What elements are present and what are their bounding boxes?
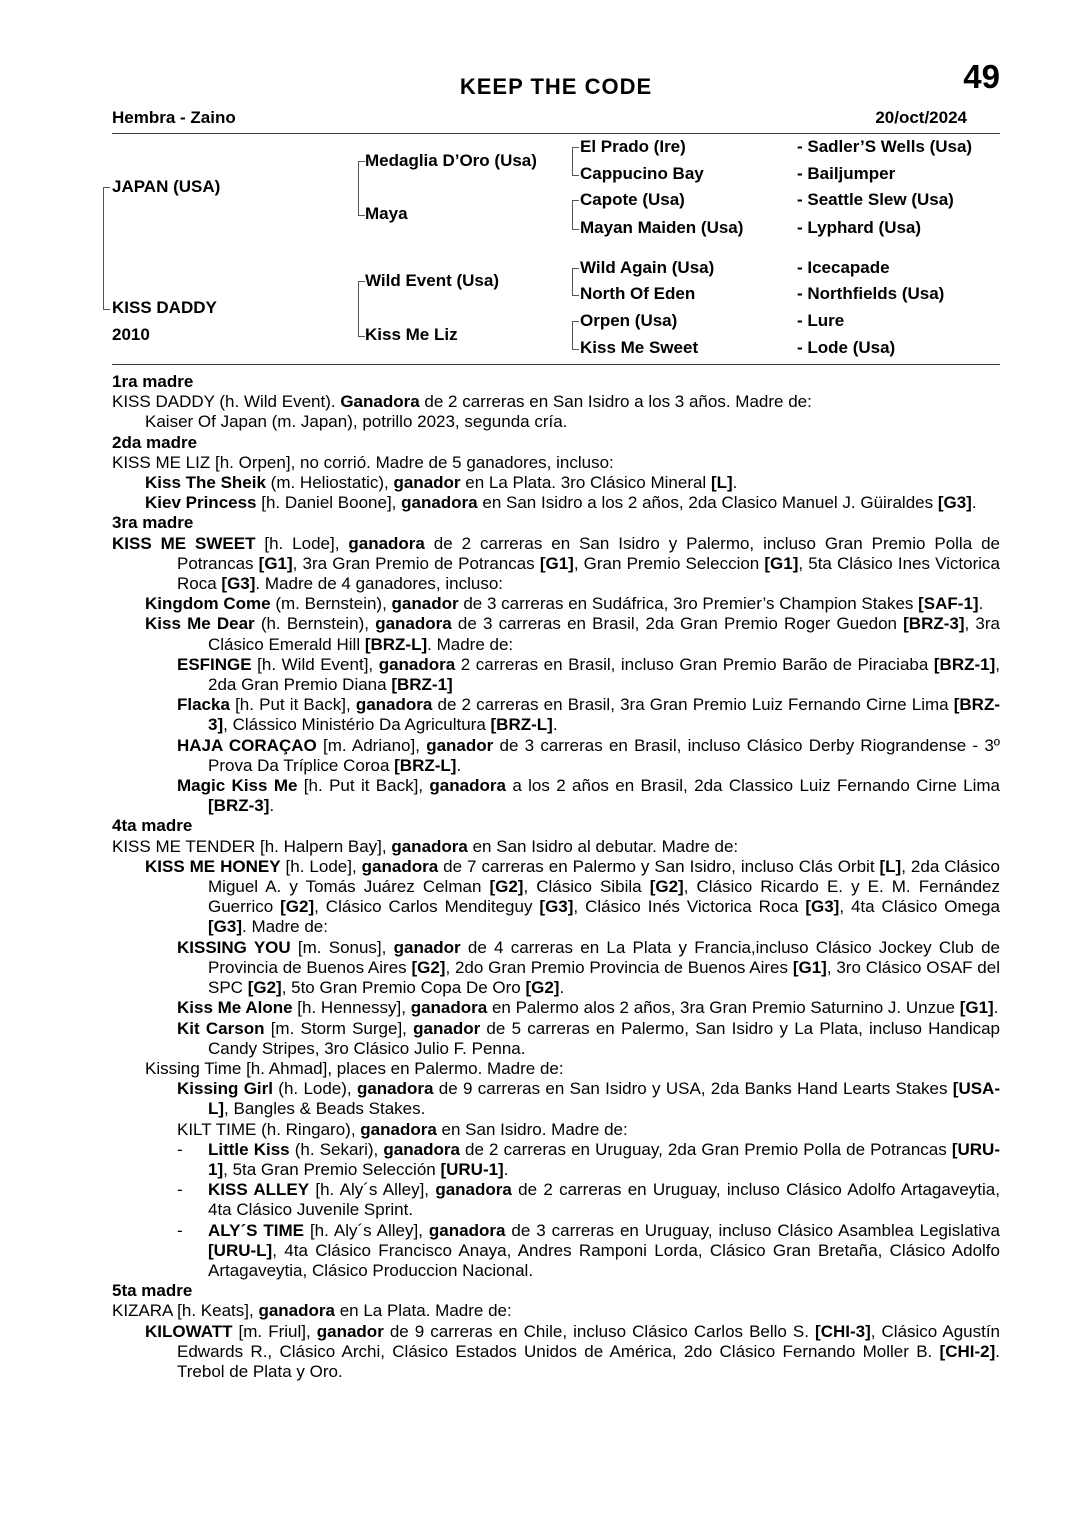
pedigree-name-gen4: - Northfields (Usa): [797, 284, 945, 303]
sex-coat-label: Hembra - Zaino: [112, 108, 236, 127]
pedigree-bracket-line: [572, 200, 579, 230]
pedigree-name-gen3: Cappucino Bay: [580, 164, 704, 183]
family-paragraph: - ALY´S TIME [h. Aly´s Alley], ganadora de 3 carreras en Uruguay, incluso Clásico Asamblea Legislativa [URU-L], 4ta Clásico Francisco Anaya, Andres Ramponi Lorda, Clásico Gran Bretaña, Clásico Adolfo Artagaveytia, Clásico Produccion Nacional.: [177, 1220, 1000, 1280]
section-heading: 1ra madre: [112, 372, 194, 391]
family-paragraph: Magic Kiss Me [h. Put it Back], ganadora a los 2 años en Brasil, 2da Classico Luiz Fernando Cirne Lima [BRZ-3].: [177, 776, 1000, 816]
header-divider: [112, 133, 1000, 134]
family-paragraph: HAJA CORAÇAO [m. Adriano], ganador de 3 carreras en Brasil, incluso Clásico Derby Riograndense - 3º Prova Da Tríplice Coroa [BRZ-L].: [177, 735, 1000, 775]
pedigree-sire: JAPAN (USA): [112, 177, 221, 197]
section-heading: 5ta madre: [112, 1281, 193, 1301]
family-sections: [112, 372, 1000, 1382]
pedigree-bracket-line: [572, 321, 579, 350]
sale-date: 20/oct/2024: [875, 108, 967, 127]
pedigree-chart: [112, 137, 1000, 362]
family-paragraph: KISS ME LIZ [h. Orpen], no corrió. Madre de 5 ganadores, incluso:: [112, 452, 614, 472]
pedigree-name-gen2: Wild Event (Usa): [365, 271, 499, 290]
family-paragraph: - KISS ALLEY [h. Aly´s Alley], ganadora de 2 carreras en Uruguay, incluso Clásico Adolfo Artagaveytia, 4ta Clásico Juvenile Sprint.: [177, 1180, 1000, 1220]
family-paragraph: Kissing Girl (h. Lode), ganadora de 9 carreras en San Isidro y USA, 2da Banks Hand Learts Stakes [USA-L], Bangles & Beads Stakes.: [177, 1079, 1000, 1119]
family-paragraph: KISS ME SWEET [h. Lode], ganadora de 2 carreras en San Isidro y Palermo, incluso Gran Premio Polla de Potrancas [G1], 3ra Gran Premio de Potrancas [G1], Gran Premio Seleccion [G1], 5ta Clásico Ines Victorica Roca [G3]. Madre de 4 ganadores, incluso:: [112, 533, 1000, 594]
family-paragraph: Kit Carson [m. Storm Surge], ganador de 5 carreras en Palermo, San Isidro y La Plata, incluso Handicap Candy Stripes, 3ro Clásico Julio F. Penna.: [177, 1018, 1001, 1058]
list-dash: -: [177, 1220, 183, 1240]
pedigree-name-gen4: - Lyphard (Usa): [797, 218, 922, 237]
pedigree-dam: KISS DADDY: [112, 297, 217, 317]
pedigree-name-gen2: Maya: [365, 204, 408, 223]
pedigree-name-gen3: Orpen (Usa): [580, 311, 678, 330]
pedigree-name-gen3: Mayan Maiden (Usa): [580, 218, 744, 237]
page-number: 49: [963, 58, 1000, 95]
pedigree-name-gen3: Kiss Me Sweet: [580, 338, 699, 357]
pedigree-name-gen3: North Of Eden: [580, 284, 696, 303]
family-paragraph: Kissing Time [h. Ahmad], places en Palermo. Madre de:: [145, 1058, 564, 1078]
family-paragraph: KISS DADDY (h. Wild Event). Ganadora de 2 carreras en San Isidro a los 3 años. Madre de:: [112, 392, 812, 412]
family-paragraph: Flacka [h. Put it Back], ganadora de 2 carreras en Brasil, 3ra Gran Premio Luiz Fernando Cirne Lima [BRZ-3], Clássico Ministério Da Agricultura [BRZ-L].: [177, 695, 1000, 735]
pedigree-name-gen2: Kiss Me Liz: [365, 324, 458, 344]
family-paragraph: Kiss The Sheik (m. Heliostatic), ganador en La Plata. 3ro Clásico Mineral [L].: [145, 473, 738, 493]
pedigree-name-gen4: - Sadler’S Wells (Usa): [797, 137, 973, 156]
pedigree-bracket-line: [358, 161, 365, 217]
family-paragraph: KILOWATT [m. Friul], ganador de 9 carreras en Chile, incluso Clásico Carlos Bello S. [CHI-3], Clásico Agustín Edwards R., Clásico Archi, Clásico Estados Unidos de América, 2do Clásico Fernando Moller B. [CHI-2]. Trebol de Plata y Oro.: [145, 1321, 1001, 1381]
pedigree-bracket-line: [358, 281, 365, 337]
pedigree-name-gen3: Wild Again (Usa): [580, 258, 715, 277]
family-paragraph: Kingdom Come (m. Bernstein), ganador de 3 carreras en Sudáfrica, 3ro Premier’s Champion Stakes [SAF-1].: [145, 594, 984, 614]
pedigree-dam-year: 2010: [112, 324, 150, 344]
family-paragraph: KILT TIME (h. Ringaro), ganadora en San Isidro. Madre de:: [177, 1119, 628, 1139]
pedigree-name-gen4: - Seattle Slew (Usa): [797, 190, 954, 209]
list-dash: -: [177, 1180, 183, 1200]
pedigree-name-gen3: El Prado (Ire): [580, 137, 686, 156]
family-paragraph: KISS ME TENDER [h. Halpern Bay], ganadora en San Isidro al debutar. Madre de:: [112, 836, 739, 856]
list-dash: -: [177, 1139, 183, 1159]
pedigree-name-gen4: - Icecapade: [797, 258, 890, 277]
pedigree-bracket-line: [572, 147, 579, 176]
section-heading: 3ra madre: [112, 513, 194, 533]
family-paragraph: Kiss Me Dear (h. Bernstein), ganadora de 3 carreras en Brasil, 2da Gran Premio Roger Guedon [BRZ-3], 3ra Clásico Emerald Hill [BRZ-L]. Madre de:: [145, 614, 1000, 654]
family-paragraph: - Little Kiss (h. Sekari), ganadora de 2 carreras en Uruguay, 2da Gran Premio Polla de Potrancas [URU-1], 5ta Gran Premio Selección [URU-1].: [177, 1139, 1000, 1179]
pedigree-name-gen4: - Lode (Usa): [797, 338, 896, 357]
family-paragraph: Kaiser Of Japan (m. Japan), potrillo 2023, segunda cría.: [145, 412, 568, 432]
family-paragraph: ESFINGE [h. Wild Event], ganadora 2 carreras en Brasil, incluso Gran Premio Barão de Piraciaba [BRZ-1], 2da Gran Premio Diana [BRZ-1]: [177, 654, 1000, 695]
family-paragraph: KISS ME HONEY [h. Lode], ganadora de 7 carreras en Palermo y San Isidro, incluso Clás Orbit [L], 2da Clásico Miguel A. y Tomás Juárez Celman [G2], Clásico Sibila [G2], Clásico Ricardo E. y E. M. Fernández Guerrico [G2], Clásico Carlos Menditeguy [G3], Clásico Inés Victorica Roca [G3], 4ta Clásico Omega [G3]. Madre de:: [145, 856, 1000, 937]
pedigree-name-gen4: - Lure: [797, 311, 845, 330]
family-paragraph: KISSING YOU [m. Sonus], ganador de 4 carreras en La Plata y Francia,incluso Clásico Jockey Club de Provincia de Buenos Aires [G2], 2do Gran Premio Provincia de Buenos Aires [G1], 3ro Clásico OSAF del SPC [G2], 5to Gran Premio Copa De Oro [G2].: [177, 937, 1000, 998]
pedigree-bracket-line: [103, 187, 110, 310]
section-heading: 2da madre: [112, 432, 198, 452]
family-paragraph: Kiev Princess [h. Daniel Boone], ganadora en San Isidro a los 2 años, 2da Clasico Manuel J. Güiraldes [G3].: [145, 493, 977, 513]
pedigree-name-gen4: - Bailjumper: [797, 164, 896, 183]
pedigree-name-gen2: Medaglia D’Oro (Usa): [365, 150, 537, 170]
pedigree-name-gen3: Capote (Usa): [580, 190, 685, 209]
family-paragraph: KIZARA [h. Keats], ganadora en La Plata. Madre de:: [112, 1301, 512, 1321]
pedigree-bracket-line: [572, 268, 579, 296]
horse-name-title: KEEP THE CODE: [459, 74, 653, 99]
pedigree-divider: [112, 364, 1000, 365]
family-paragraph: Kiss Me Alone [h. Hennessy], ganadora en Palermo alos 2 años, 3ra Gran Premio Saturnino J. Unzue [G1].: [177, 998, 999, 1018]
section-heading: 4ta madre: [112, 816, 193, 836]
